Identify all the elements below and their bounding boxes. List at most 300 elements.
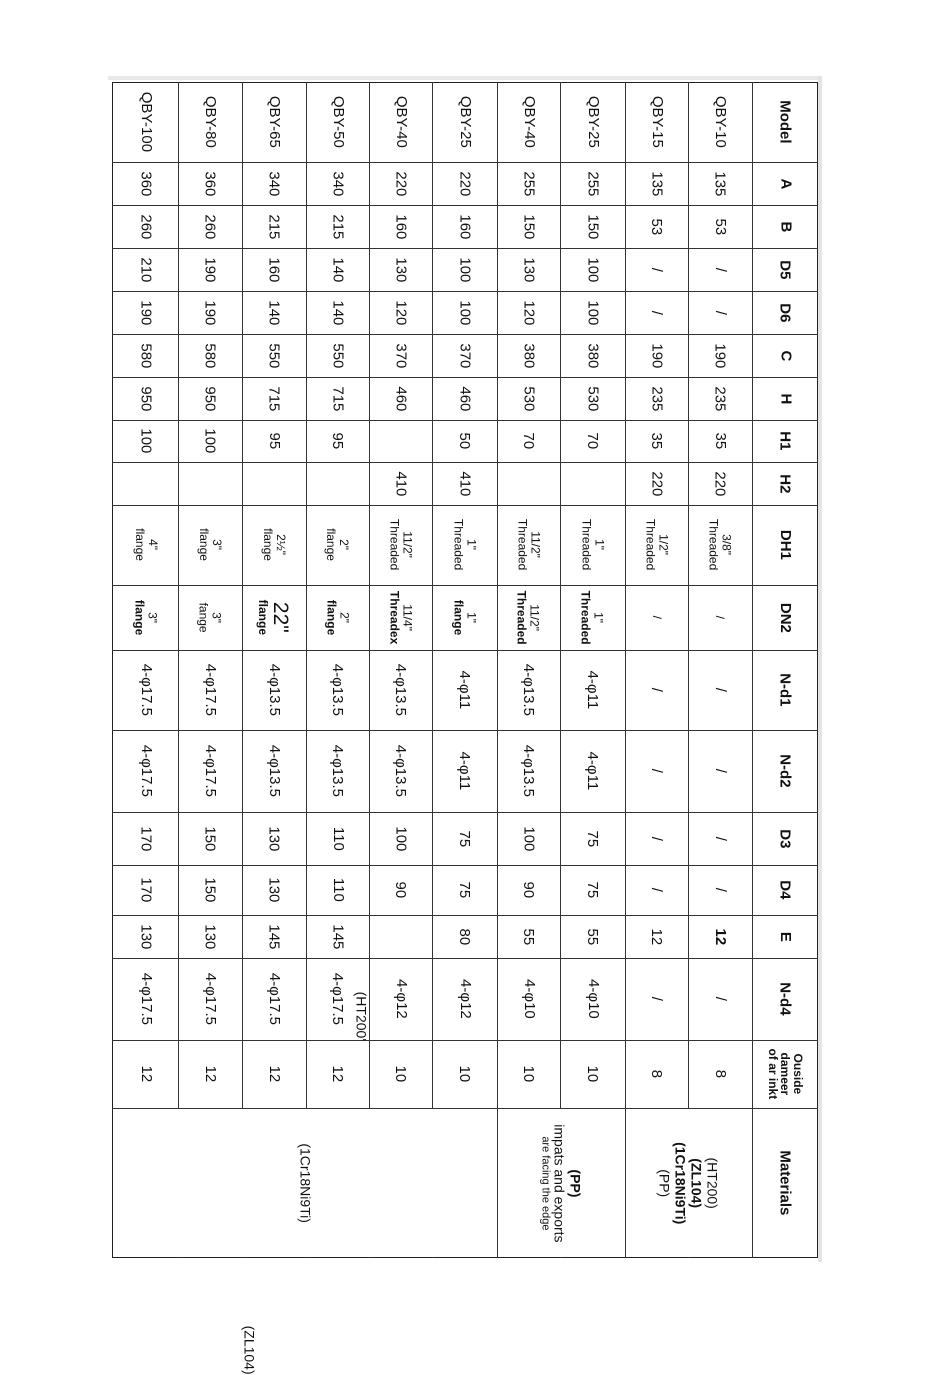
cell-nd1: [306, 650, 369, 730]
header-label: N-d4: [776, 982, 794, 1016]
cell-outside-text: 12: [265, 1065, 283, 1083]
cell-dn2-text-line: flange: [133, 599, 147, 636]
cell-nd1: [625, 650, 688, 730]
cell-model-text: QBY-50: [329, 96, 347, 148]
cell-dh1-text-line: 1": [464, 539, 479, 551]
cell-dn2-text: [197, 602, 222, 632]
cell-b: [560, 205, 625, 248]
cell-nd2-text: 4-φ13.5: [265, 744, 283, 798]
cell-b-text: 260: [137, 213, 155, 240]
materials-group-1-text-line: (1Cr18Ni9Ti): [672, 1141, 689, 1225]
cell-d6: [625, 291, 688, 334]
cell-outside: [560, 1040, 625, 1108]
cell-model: [497, 82, 560, 162]
cell-dh1: [625, 505, 688, 585]
cell-a-text: 220: [392, 170, 410, 197]
cell-d3-text: 100: [392, 825, 410, 852]
cell-nd2-text: 4-φ13.5: [392, 744, 410, 798]
cell-dh1-text-line: 11/2": [528, 531, 543, 559]
cell-d6: [242, 291, 306, 334]
cell-dh1-text-line: 11/2": [400, 531, 415, 559]
cell-model-text: QBY-40: [392, 96, 410, 148]
header-label: C: [776, 350, 794, 361]
cell-dn2-text-line: Threaded: [515, 590, 530, 645]
cell-a: [242, 162, 306, 205]
cell-dh1-text-line: Threaded: [643, 519, 658, 571]
cell-d4-text: 170: [137, 877, 155, 903]
cell-outside: [432, 1040, 497, 1108]
cell-d3-text: 75: [456, 830, 474, 847]
cell-dn2: [306, 585, 369, 650]
cell-h1: [432, 420, 497, 462]
cell-d6-text: 190: [201, 299, 219, 326]
cell-nd2: [242, 730, 306, 812]
cell-b: [178, 205, 242, 248]
cell-dn2-text: [257, 600, 292, 635]
cell-nd2: [497, 730, 560, 812]
cell-dn2: [242, 585, 306, 650]
cell-outside-text: 12: [137, 1065, 155, 1083]
cell-d4-text: 75: [584, 881, 602, 899]
cell-h1: [688, 420, 752, 462]
cell-d3-text: /: [711, 836, 729, 841]
cell-dh1: [114, 505, 178, 585]
cell-model-text: QBY-15: [648, 96, 666, 148]
cell-nd2: [306, 730, 369, 812]
header-materials: [752, 1108, 818, 1258]
cell-h-text: 950: [201, 385, 219, 412]
cell-d3-text: 75: [584, 830, 602, 847]
cell-nd4: [369, 958, 432, 1040]
cell-c: [306, 334, 369, 377]
cell-c-text: 380: [584, 342, 602, 369]
cell-nd1: [242, 650, 306, 730]
cell-dh1: [497, 505, 560, 585]
cell-b-text: 215: [265, 213, 283, 240]
cell-model: [178, 82, 242, 162]
cell-e-text: 145: [329, 923, 347, 950]
cell-d4-text: /: [648, 887, 666, 893]
cell-nd2-text: 4-φ11: [584, 751, 602, 791]
cell-e-text: 130: [201, 923, 219, 950]
cell-outside-text: 10: [584, 1065, 602, 1083]
cell-h: [114, 377, 178, 420]
header-e: [752, 915, 818, 958]
cell-model-text: QBY-100: [137, 91, 155, 153]
header-n-d4: [752, 958, 818, 1040]
header-a: [752, 162, 818, 205]
cell-d5-text: 160: [265, 256, 283, 283]
header-label: H: [776, 393, 794, 404]
cell-nd4: [114, 958, 178, 1040]
cell-nd2-text: /: [711, 768, 729, 774]
cell-c-text: 380: [520, 342, 538, 369]
cell-c-text: 190: [648, 342, 666, 369]
cell-e: [114, 915, 178, 958]
cell-dh1-text-line: Threaded: [451, 519, 466, 571]
cell-h1-text: 50: [456, 432, 474, 450]
cell-d3: [560, 812, 625, 865]
header-c: [752, 334, 818, 377]
cell-h-text: 235: [648, 385, 666, 412]
cell-h: [242, 377, 306, 420]
header-label: D6: [776, 302, 794, 323]
cell-d3: [688, 812, 752, 865]
cell-b-text: 215: [329, 213, 347, 240]
header-outside-diameter-label-line: dameer: [778, 1052, 793, 1096]
cell-dn2-text-line: 3": [209, 612, 224, 623]
header-label: DN2: [776, 602, 794, 633]
materials-group-2-text-line: are facing the edge: [539, 1135, 552, 1231]
header-h1: [752, 420, 818, 462]
cell-dn2-text: [714, 616, 727, 619]
cell-d3-text: /: [648, 836, 666, 841]
cell-model: [114, 82, 178, 162]
cell-outside: [114, 1040, 178, 1108]
cell-nd2: [369, 730, 432, 812]
cell-d4: [178, 865, 242, 915]
materials-group-1-text-line: (HT200): [704, 1157, 721, 1209]
cell-e-text: 55: [584, 928, 602, 945]
cell-e-text: 55: [520, 928, 538, 945]
cell-dn2-text: [650, 616, 663, 619]
header-label: E: [776, 931, 794, 942]
cell-dh1: [432, 505, 497, 585]
cell-a-text: 340: [265, 170, 283, 197]
cell-nd1: [114, 650, 178, 730]
cell-nd4-text: 4-φ17.5: [137, 972, 155, 1026]
cell-h2-text: 410: [456, 470, 474, 497]
cell-c: [242, 334, 306, 377]
cell-model: [306, 82, 369, 162]
cell-dh1-text: [580, 519, 605, 570]
cell-nd2-text: 4-φ17.5: [137, 744, 155, 798]
cell-d4-text: 90: [392, 881, 410, 899]
cell-model: [432, 82, 497, 162]
cell-nd4: [688, 958, 752, 1040]
cell-b: [114, 205, 178, 248]
cell-nd1-text: 4-φ13.5: [329, 663, 347, 717]
cell-outside: [625, 1040, 688, 1108]
cell-d4: [497, 865, 560, 915]
cell-h: [369, 377, 432, 420]
cell-dh1-text: [325, 529, 350, 562]
cell-h2: [306, 462, 369, 505]
cell-e: [560, 915, 625, 958]
materials-group-2: [497, 1108, 625, 1258]
cell-nd4: [625, 958, 688, 1040]
cell-d4: [369, 865, 432, 915]
cell-a: [306, 162, 369, 205]
cell-h2: [178, 462, 242, 505]
cell-c: [369, 334, 432, 377]
header-h: [752, 377, 818, 420]
header-outside-diameter-label: [766, 1049, 804, 1100]
cell-dh1-text-line: flange: [196, 528, 211, 562]
cell-h1: [306, 420, 369, 462]
cell-d6: [432, 291, 497, 334]
cell-c: [625, 334, 688, 377]
cell-d6: [178, 291, 242, 334]
cell-h: [178, 377, 242, 420]
cell-h-text: 460: [456, 385, 474, 412]
cell-h1-text: 70: [584, 432, 602, 450]
cell-b-text: 160: [456, 213, 474, 240]
cell-d6-text: 100: [584, 299, 602, 326]
frame-shadow-right: [818, 76, 822, 1262]
cell-dn2-text-line: 2": [337, 612, 352, 623]
header-label: DH1: [776, 529, 794, 561]
cell-h2: [625, 462, 688, 505]
cell-d3: [625, 812, 688, 865]
cell-nd1-text: 4-φ17.5: [137, 663, 155, 717]
cell-nd4: [178, 958, 242, 1040]
cell-e: [178, 915, 242, 958]
cell-dh1-text: [707, 519, 732, 570]
cell-h2: [560, 462, 625, 505]
cell-h1: [560, 420, 625, 462]
cell-d6-text: /: [711, 310, 729, 315]
cell-h2: [114, 462, 178, 505]
cell-h: [625, 377, 688, 420]
cell-a: [114, 162, 178, 205]
cell-dn2-text-line: fange: [197, 602, 211, 633]
cell-h1: [242, 420, 306, 462]
cell-h2: [369, 462, 432, 505]
cell-nd2: [560, 730, 625, 812]
materials-group-2-text-line: impats and exports: [551, 1123, 568, 1243]
cell-d5: [306, 248, 369, 291]
cell-h1-text: 100: [201, 428, 219, 454]
cell-c: [497, 334, 560, 377]
cell-dn2-text-line: flange: [256, 599, 271, 636]
header-dh1: [752, 505, 818, 585]
cell-h1: [497, 420, 560, 462]
cell-nd1-text: /: [648, 687, 666, 693]
header-outside-diameter-label-line: Ouside: [790, 1053, 805, 1095]
cell-d6-text: 120: [520, 299, 538, 326]
cell-b-text: 53: [648, 218, 666, 235]
cell-d6-text: 140: [329, 299, 347, 326]
cell-a-text: 360: [201, 170, 219, 197]
cell-d5-text: 190: [201, 256, 219, 283]
cell-d4-text: 90: [520, 881, 538, 899]
cell-outside: [688, 1040, 752, 1108]
cell-nd1-text: 4-φ13.5: [392, 663, 410, 717]
cell-model-text: QBY-10: [711, 96, 729, 148]
cell-dh1: [242, 505, 306, 585]
header-d5: [752, 248, 818, 291]
cell-outside-text: 10: [520, 1065, 538, 1083]
cell-b-text: 150: [520, 213, 538, 240]
cell-h: [432, 377, 497, 420]
cell-dh1-text-line: Threaded: [515, 519, 530, 571]
cell-dh1: [688, 505, 752, 585]
cell-dh1: [560, 505, 625, 585]
cell-h2-text: 410: [392, 470, 410, 497]
cell-dh1-text: [261, 529, 286, 562]
cell-dn2: [432, 585, 497, 650]
cell-dn2-text-line: 11/4": [400, 604, 415, 631]
cell-d4: [242, 865, 306, 915]
cell-nd2-text: /: [648, 768, 666, 774]
cell-c: [688, 334, 752, 377]
cell-dh1-text-line: 1/2": [656, 534, 671, 556]
cell-d3-text: 110: [329, 826, 347, 851]
cell-dn2: [114, 585, 178, 650]
cell-d6: [560, 291, 625, 334]
cell-dh1-text-line: 1": [592, 539, 607, 551]
cell-h1-text: 100: [137, 428, 155, 454]
cell-d4: [432, 865, 497, 915]
cell-e-text: 130: [137, 923, 155, 950]
header-d6: [752, 291, 818, 334]
cell-nd4-text: 4-φ17.5: [201, 972, 219, 1026]
cell-dh1-text: [388, 519, 413, 570]
header-label: N-d1: [776, 673, 794, 707]
cell-h1-text: 35: [648, 432, 666, 450]
cell-e: [688, 915, 752, 958]
cell-dn2: [178, 585, 242, 650]
header-label: A: [776, 178, 794, 189]
cell-d6: [369, 291, 432, 334]
cell-nd4-text: /: [711, 996, 729, 1002]
cell-dh1-text-line: 2": [337, 539, 352, 551]
cell-nd2: [625, 730, 688, 812]
cell-e-text: 145: [265, 923, 283, 950]
cell-e: [306, 915, 369, 958]
cell-dh1-text-line: Threaded: [579, 519, 594, 571]
frame-shadow-top: [108, 76, 822, 80]
cell-d6-text: /: [648, 310, 666, 315]
cell-model: [369, 82, 432, 162]
cell-d3: [242, 812, 306, 865]
header-d4: [752, 865, 818, 915]
cell-h2-text: 220: [711, 470, 729, 497]
cell-dh1-text-line: flange: [132, 528, 147, 562]
cell-h-text: 460: [392, 385, 410, 412]
cell-d3-text: 100: [520, 825, 538, 852]
cell-h2: [432, 462, 497, 505]
cell-dh1-text-line: 2½": [273, 534, 288, 556]
cell-outside-text: 8: [711, 1069, 729, 1079]
header-label: H2: [776, 473, 794, 494]
cell-c-text: 580: [201, 342, 219, 369]
cell-d4-text: 110: [329, 878, 347, 902]
cell-d5: [242, 248, 306, 291]
cell-nd4-text: 4-φ10: [520, 979, 538, 1019]
header-label: Materials: [776, 1150, 794, 1216]
cell-nd1: [369, 650, 432, 730]
cell-a: [560, 162, 625, 205]
cell-b: [306, 205, 369, 248]
cell-nd4-text: 4-φ10: [584, 979, 602, 1019]
cell-d6: [114, 291, 178, 334]
cell-nd1: [178, 650, 242, 730]
cell-c: [114, 334, 178, 377]
header-label: H1: [776, 431, 794, 451]
cell-c: [178, 334, 242, 377]
cell-nd2: [178, 730, 242, 812]
cell-d3: [114, 812, 178, 865]
cell-h: [306, 377, 369, 420]
cell-d4: [306, 865, 369, 915]
cell-nd2-text: 4-φ13.5: [329, 744, 347, 798]
cell-nd4-text: 4-φ12: [456, 979, 474, 1019]
cell-h-text: 530: [520, 385, 538, 412]
materials-group-3-line: (ZL104): [241, 1325, 258, 1375]
cell-nd1-text: /: [711, 687, 729, 693]
header-outside-diameter-label-line: of ar inkt: [765, 1048, 780, 1100]
cell-nd4-text: /: [648, 996, 666, 1002]
cell-a-text: 360: [137, 170, 155, 197]
cell-dn2-text: [580, 590, 605, 644]
cell-d6-text: 140: [265, 299, 283, 326]
cell-c-text: 550: [329, 342, 347, 369]
cell-d3: [178, 812, 242, 865]
cell-d4-text: 130: [265, 877, 283, 903]
cell-nd4-text: 4-φ17.5: [329, 972, 347, 1026]
cell-nd1-text: 4-φ11: [584, 670, 602, 710]
cell-h1: [369, 420, 432, 462]
header-label: D5: [776, 259, 794, 280]
cell-outside-text: 10: [456, 1065, 474, 1083]
cell-dn2-text-line: 3": [145, 612, 160, 623]
cell-d6: [688, 291, 752, 334]
cell-d6-text: 190: [137, 299, 155, 326]
cell-model-text: QBY-80: [201, 96, 219, 148]
materials-group-1-text: [656, 1142, 720, 1224]
cell-dh1-text-line: 3/8": [719, 534, 734, 556]
cell-d5-text: 100: [456, 256, 474, 283]
cell-d6: [306, 291, 369, 334]
cell-h-text: 715: [265, 385, 283, 412]
header-n-d1: [752, 650, 818, 730]
cell-nd1-text: 4-φ17.5: [201, 663, 219, 717]
cell-c-text: 580: [137, 342, 155, 369]
header-label: N-d2: [776, 754, 794, 788]
cell-model: [242, 82, 306, 162]
cell-d5-text: 140: [329, 256, 347, 283]
cell-c-text: 190: [711, 342, 729, 369]
cell-d3-text: 130: [265, 825, 283, 852]
cell-nd1-text: 4-φ11: [456, 670, 474, 710]
cell-dh1-text: [452, 519, 477, 570]
cell-d5: [114, 248, 178, 291]
cell-d5-text: 100: [584, 256, 602, 283]
cell-dn2-text-line: Threaded: [579, 590, 594, 645]
materials-group-3-line: (HT200': [353, 991, 370, 1041]
cell-nd1: [432, 650, 497, 730]
cell-dn2: [625, 585, 688, 650]
cell-a: [625, 162, 688, 205]
cell-e: [625, 915, 688, 958]
cell-c-text: 370: [392, 342, 410, 369]
cell-b-text: 150: [584, 213, 602, 240]
cell-a-text: 135: [648, 170, 666, 197]
cell-b-text: 160: [392, 213, 410, 240]
cell-dn2-text-line: Threadex: [387, 590, 402, 645]
cell-d5: [625, 248, 688, 291]
cell-h2: [242, 462, 306, 505]
cell-h1: [625, 420, 688, 462]
cell-d4: [560, 865, 625, 915]
header-outside-diameter: [752, 1040, 818, 1108]
cell-model-text: QBY-40: [520, 96, 538, 148]
cell-dn2-text-line: 1": [592, 612, 607, 623]
cell-d5: [178, 248, 242, 291]
cell-dh1-text-line: Threaded: [387, 519, 402, 571]
